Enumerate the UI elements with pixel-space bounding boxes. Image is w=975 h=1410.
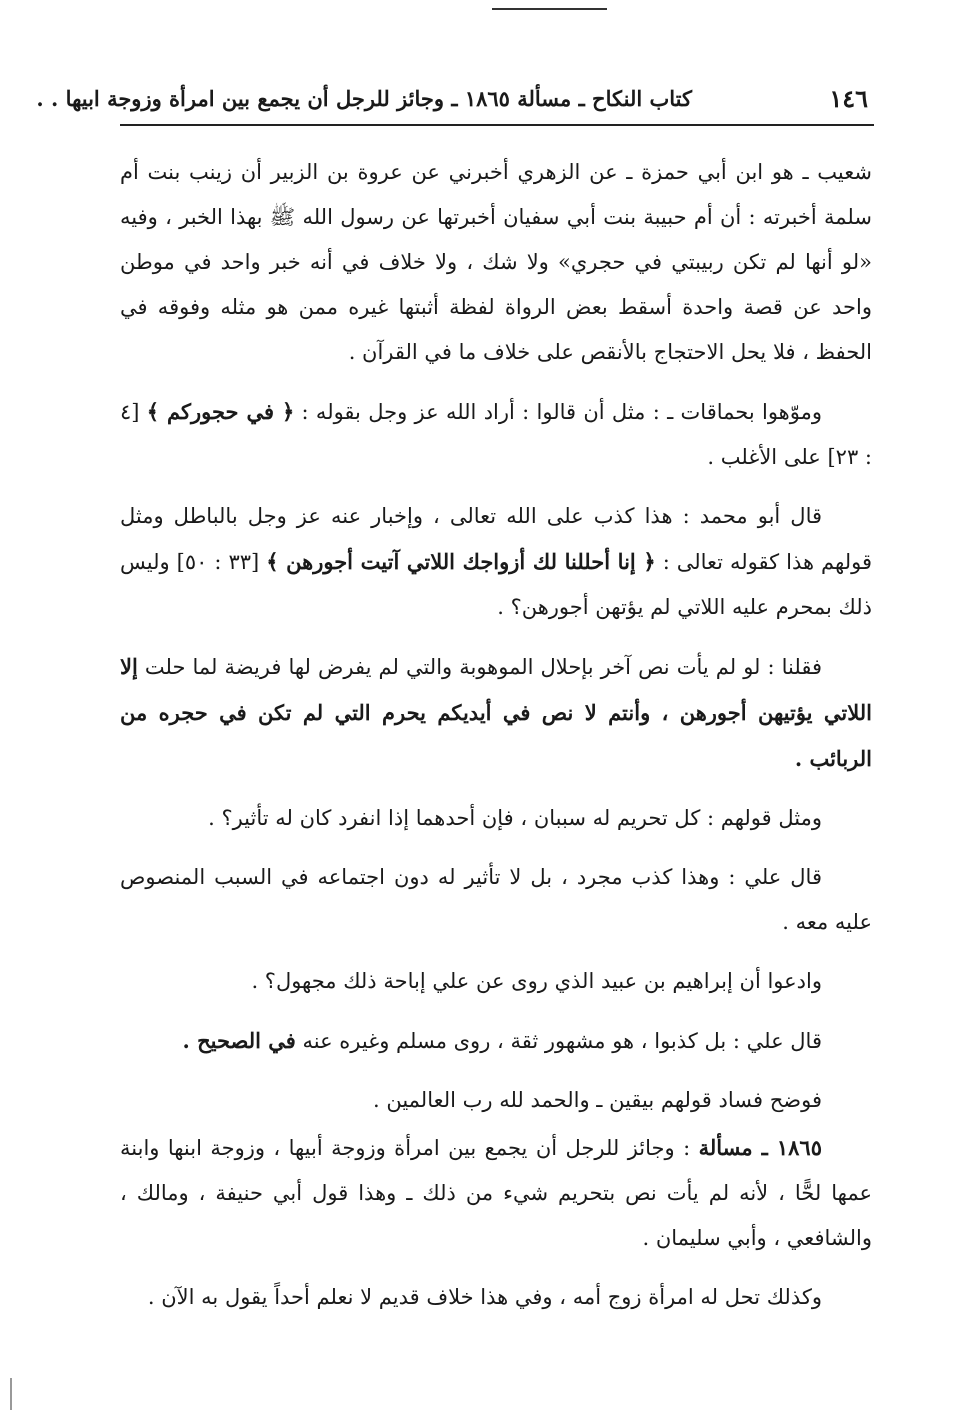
quran-quote: ﴿ في حجوركم ﴾: [146, 399, 295, 424]
paragraph-11-text: وكذلك تحل له امرأة زوج أمه ، وفي هذا خلاف قديم لا نعلم أحداً يقول به الآن .: [147, 1285, 822, 1309]
top-edge-rule: [492, 8, 607, 10]
paragraph-3-text-end: [٣٣ : ٥٠] وليس ذلك بمحرم عليه اللاتي لم يؤتهن أجورهن؟ .: [120, 550, 872, 619]
paragraph-5: [120, 796, 872, 841]
paragraph-4-bold-text: إلا اللاتي يؤتيهن أجورهن ، وأنتم لا نص في أيديكم يحرم التي لم تكن في حجره من الربائب .: [120, 654, 872, 771]
paragraph-2-text: وموّهوا بحماقات ـ : مثل أن قالوا : أراد الله عز وجل بقوله :: [294, 400, 822, 424]
paragraph-8-text: قال علي : بل كذبوا ، هو مشهور ثقة ، روى مسلم وغيره عنه: [295, 1029, 822, 1053]
paragraph-7-text: وادعوا أن إبراهيم بن عبيد الذي روى عن علي إباحة ذلك مجهول؟ .: [251, 969, 822, 993]
paragraph-1-text: شعيب ـ هو ابن أبي حمزة ـ عن الزهري أخبرني عن عروة بن الزبير أن زينب بنت أم سلمة أخبرته : أن أم حبيبة بنت أبي سفيان أخبرتها عن رسول الله ﷺ بهذا الخبر ، وفيه «لو أنها لم تكن ربيبتي في حجري» ولا شك ، ولا خلاف في أنه خبر واحد في موطن واحد عن قصة واحدة أسقط بعض الرواة لفظة أثبتها غيره ممن هو مثله وفوقه في الحفظ ، فلا يحل الاحتجاج بالأنقص على خلاف ما في القرآن .: [120, 160, 872, 364]
paragraph-7: [120, 959, 872, 1004]
paragraph-6-text: قال علي : وهذا كذب مجرد ، بل لا تأثير له دون اجتماعه في السبب المنصوص عليه معه .: [120, 865, 872, 934]
running-title: كتاب النكاح ـ مسألة ١٨٦٥ ـ وجائز للرجل أن يجمع بين امرأة وزوجة ابيها . .: [36, 86, 692, 111]
paragraph-9: [120, 1078, 872, 1123]
paragraph-5-text: ومثل قولهم : كل تحريم له سببان ، فإن أحدهما إذا انفرد كان له تأثير؟ .: [208, 806, 822, 830]
paragraph-8: [120, 1018, 872, 1064]
paragraph-2-text-end: [٤ : ٢٣] على الأغلب .: [120, 400, 872, 469]
issue-1865-text: : وجائز للرجل أن يجمع بين امرأة وزوجة أبيها ، وزوجة ابنها وابنة عمها لحًّا ، لأنه لم يأت نص بتحريم شيء من ذلك ـ وهذا قول أبي حنيفة ، ومالك ، والشافعي ، وأبي سليمان .: [120, 1136, 872, 1250]
quran-quote: ﴿ إنا أحللنا لك أزواجك اللاتي آتيت أجورهن ﴾: [266, 549, 656, 574]
paragraph-3-text: قال أبو محمد : هذا كذب على الله تعالى ، وإخبار عنه عز وجل بالباطل ومثل قولهم هذا كقوله تعالى :: [120, 504, 872, 574]
paragraph-1: [120, 150, 872, 375]
paragraph-11: [120, 1275, 872, 1320]
header-rule: [120, 124, 874, 126]
paragraph-3: [120, 494, 872, 630]
issue-1865: [120, 1125, 872, 1261]
paragraph-8-bold-text: في الصحيح .: [182, 1028, 296, 1053]
page-number: ١٤٦: [829, 84, 868, 113]
paragraph-2: [120, 389, 872, 480]
page-body: [120, 150, 872, 1334]
issue-number: ١٨٦٥ ـ مسألة: [698, 1135, 822, 1160]
paragraph-4: [120, 644, 872, 782]
page-header: [36, 78, 872, 118]
paragraph-9-text: فوضح فساد قولهم بيقين ـ والحمد لله رب العالمين .: [372, 1088, 822, 1112]
scan-edge-mark: [10, 1378, 12, 1410]
paragraph-4-text: فقلنا : لو لم يأت نص آخر بإحلال الموهوبة والتي لم يفرض لها فريضة لما حلت: [137, 655, 822, 679]
paragraph-6: [120, 855, 872, 945]
